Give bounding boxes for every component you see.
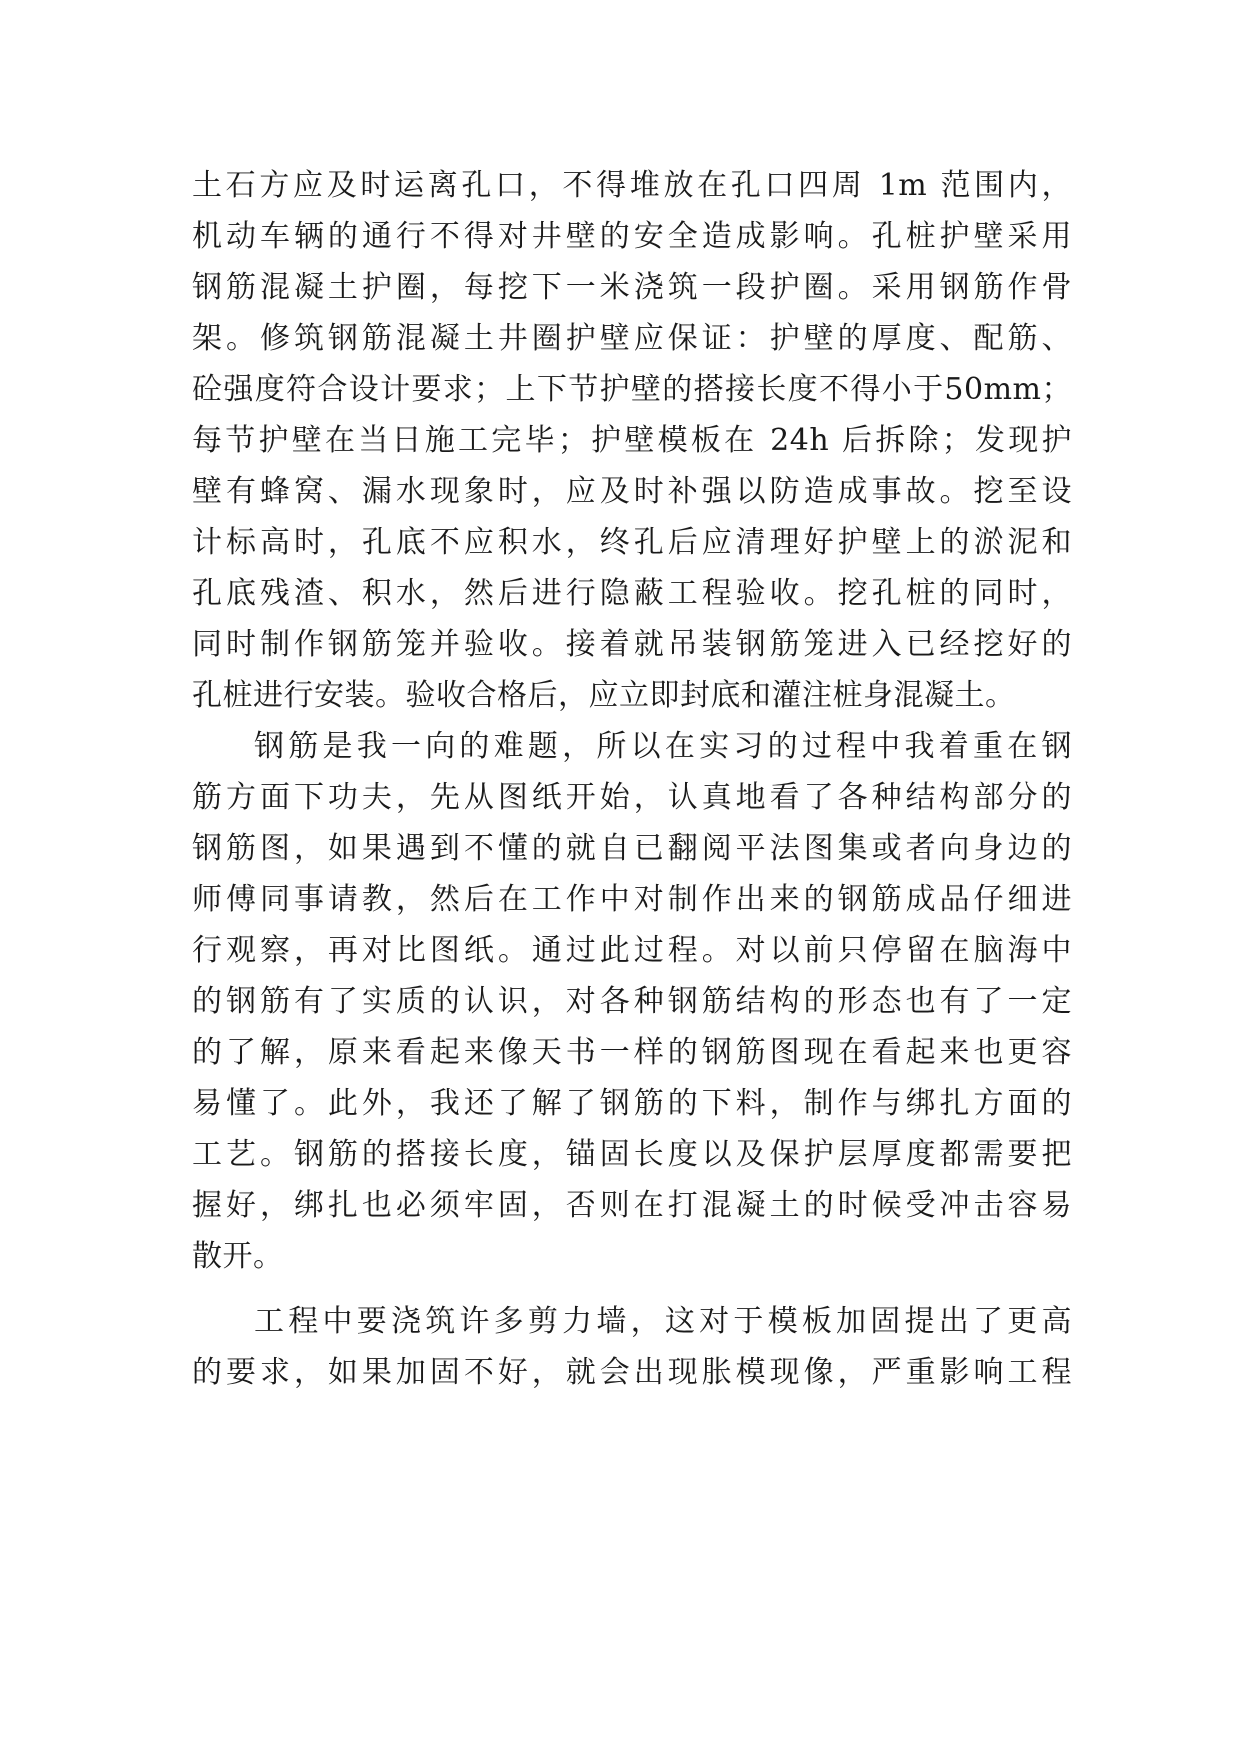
text-line: 的钢筋有了实质的认识，对各种钢筋结构的形态也有了一定 [192,984,1072,1019]
text-line: 的要求，如果加固不好，就会出现胀模现像，严重影响工程 [192,1355,1072,1390]
text-line: 孔桩进行安装。验收合格后，应立即封底和灌注桩身混凝土。 [192,678,1016,713]
text-line: 握好，绑扎也必须牢固，否则在打混凝土的时候受冲击容易 [192,1188,1072,1223]
text-line: 易懂了。此外，我还了解了钢筋的下料，制作与绑扎方面的 [192,1086,1072,1121]
paragraph-spacer [192,1282,1072,1296]
text-line: 同时制作钢筋笼并验收。接着就吊装钢筋笼进入已经挖好的 [192,627,1072,662]
text-line: 筋方面下功夫，先从图纸开始，认真地看了各种结构部分的 [192,780,1072,815]
text-line: 钢筋混凝土护圈，每挖下一米浇筑一段护圈。采用钢筋作骨 [192,270,1072,305]
text-line: 架。修筑钢筋混凝土井圈护壁应保证：护壁的厚度、配筋、 [192,321,1072,356]
text-line: 土石方应及时运离孔口，不得堆放在孔口四周 1m 范围内， [192,168,1072,203]
text-line: 的了解，原来看起来像天书一样的钢筋图现在看起来也更容 [192,1035,1072,1070]
text-line: 散开。 [192,1239,284,1274]
text-line: 壁有蜂窝、漏水现象时，应及时补强以防造成事故。挖至设 [192,474,1072,509]
text-line: 师傅同事请教，然后在工作中对制作出来的钢筋成品仔细进 [192,882,1072,917]
text-line: 每节护壁在当日施工完毕；护壁模板在 24h 后拆除；发现护 [192,423,1072,458]
paragraph-1 [192,160,1072,721]
paragraph-2 [192,721,1072,1282]
text-line: 钢筋是我一向的难题，所以在实习的过程中我着重在钢 [254,729,1072,764]
text-line: 钢筋图，如果遇到不懂的就自已翻阅平法图集或者向身边的 [192,831,1072,866]
text-line: 机动车辆的通行不得对井壁的安全造成影响。孔桩护壁采用 [192,219,1072,254]
body-text [192,160,1072,1398]
paragraph-3 [192,1296,1072,1398]
text-line: 工程中要浇筑许多剪力墙，这对于模板加固提出了更高 [254,1304,1072,1339]
text-line: 计标高时，孔底不应积水，终孔后应清理好护壁上的淤泥和 [192,525,1072,560]
text-line: 行观察，再对比图纸。通过此过程。对以前只停留在脑海中 [192,933,1072,968]
text-line: 工艺。钢筋的搭接长度，锚固长度以及保护层厚度都需要把 [192,1137,1072,1172]
text-line: 孔底残渣、积水，然后进行隐蔽工程验收。挖孔桩的同时， [192,576,1072,611]
text-line: 砼强度符合设计要求；上下节护壁的搭接长度不得小于50mm； [192,372,1072,407]
